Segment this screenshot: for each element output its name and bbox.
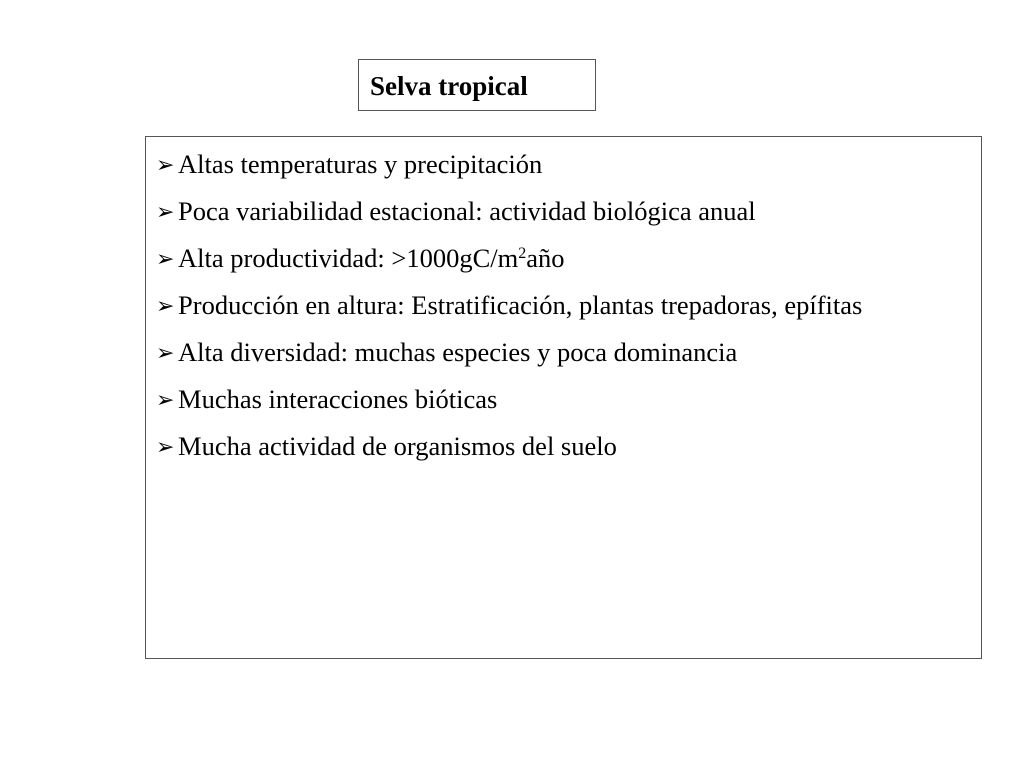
bullet-item-2 <box>156 196 971 227</box>
arrow-bullet-icon: ➢ <box>156 340 175 365</box>
arrow-bullet-icon: ➢ <box>156 152 175 177</box>
bullet-item-6 <box>156 384 971 415</box>
bullet-text-5: Alta diversidad: muchas especies y poca dominancia <box>178 337 738 367</box>
bullet-item-5 <box>156 337 971 368</box>
content-box <box>145 136 982 659</box>
bullet-text-7: Mucha actividad de organismos del suelo <box>178 431 617 461</box>
arrow-bullet-icon: ➢ <box>156 293 175 318</box>
bullet-item-3 <box>156 243 971 274</box>
arrow-bullet-icon: ➢ <box>156 246 175 271</box>
bullet-item-1 <box>156 149 971 180</box>
bullet-text-1: Altas temperaturas y precipitación <box>178 149 543 179</box>
bullet-list <box>156 149 971 462</box>
arrow-bullet-icon: ➢ <box>156 434 175 459</box>
bullet-text-3-after: año <box>526 243 565 273</box>
arrow-bullet-icon: ➢ <box>156 387 175 412</box>
bullet-text-6: Muchas interacciones bióticas <box>178 384 498 414</box>
bullet-text-3-superscript: 2 <box>518 245 527 262</box>
arrow-bullet-icon: ➢ <box>156 199 175 224</box>
bullet-text-2: Poca variabilidad estacional: actividad biológica anual <box>178 196 756 226</box>
slide-title: Selva tropical <box>370 71 528 101</box>
bullet-text-4: Producción en altura: Estratificación, plantas trepadoras, epífitas <box>178 290 863 320</box>
bullet-item-7 <box>156 431 971 462</box>
bullet-text-3-before: Alta productividad: >1000gC/m <box>178 243 519 273</box>
slide-title-box <box>358 59 596 111</box>
bullet-item-4 <box>156 290 971 321</box>
